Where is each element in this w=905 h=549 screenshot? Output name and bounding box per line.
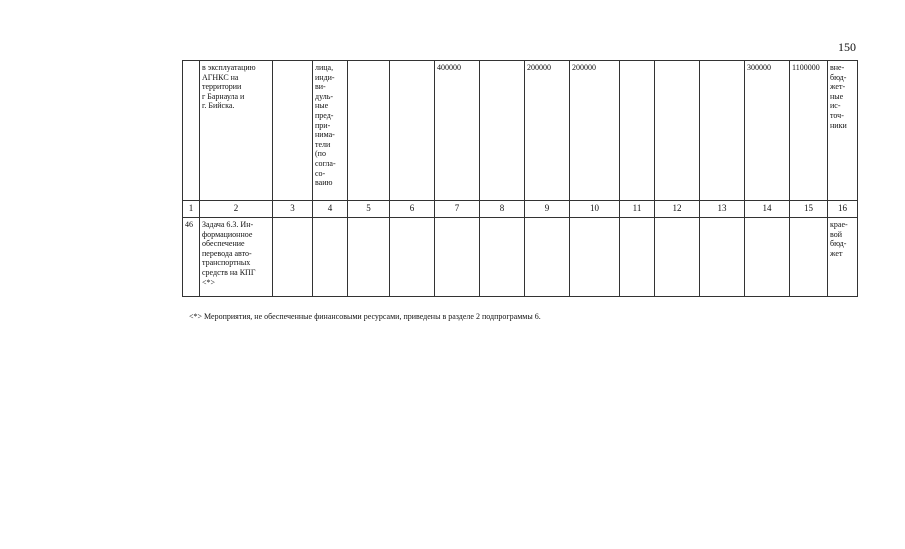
cell-7: 400000 — [435, 61, 480, 201]
cell-4 — [313, 218, 348, 297]
cell-6 — [390, 61, 435, 201]
cell-10 — [570, 218, 620, 297]
cell-9 — [525, 218, 570, 297]
cell-15 — [790, 218, 828, 297]
column-number: 5 — [348, 201, 390, 218]
cell-3 — [273, 218, 313, 297]
cell-7 — [435, 218, 480, 297]
cell-task-name: Задача 6.3. Ин- формационное обеспечение перевода авто- транспортных средств на КПГ <*> — [200, 218, 273, 297]
column-number: 10 — [570, 201, 620, 218]
page-number: 150 — [838, 40, 856, 54]
column-number: 14 — [745, 201, 790, 218]
column-number: 12 — [655, 201, 700, 218]
cell-executors: лица, инди- ви- дуль- ные пред- при- нима- тели (по согла- со- ваию — [313, 61, 348, 201]
cell-11 — [620, 61, 655, 201]
cell-12 — [655, 218, 700, 297]
column-number: 8 — [480, 201, 525, 218]
column-number: 9 — [525, 201, 570, 218]
column-number: 15 — [790, 201, 828, 218]
cell-13 — [700, 218, 745, 297]
cell-15: 1100000 — [790, 61, 828, 201]
table-row-task — [183, 218, 858, 297]
cell-6 — [390, 218, 435, 297]
column-number: 6 — [390, 201, 435, 218]
cell-measure-name: в эксплуатацию АГНКС на территории г Барнаула и г. Бийска. — [200, 61, 273, 201]
cell-9: 200000 — [525, 61, 570, 201]
column-number: 4 — [313, 201, 348, 218]
column-number: 13 — [700, 201, 745, 218]
column-number: 3 — [273, 201, 313, 218]
column-number: 7 — [435, 201, 480, 218]
cell-funding-source: вне- бюд- жет- ные ис- точ- ники — [828, 61, 858, 201]
column-number: 1 — [183, 201, 200, 218]
cell-1 — [183, 61, 200, 201]
cell-13 — [700, 61, 745, 201]
cell-3 — [273, 61, 313, 201]
cell-5 — [348, 61, 390, 201]
footnote: <*> Мероприятия, не обеспеченные финансовыми ресурсами, приведены в разделе 2 подпрограммы 6. — [189, 312, 541, 321]
table-row-column-numbers — [183, 201, 858, 218]
cell-10: 200000 — [570, 61, 620, 201]
cell-14: 300000 — [745, 61, 790, 201]
cell-8 — [480, 61, 525, 201]
column-number: 16 — [828, 201, 858, 218]
column-number: 11 — [620, 201, 655, 218]
cell-8 — [480, 218, 525, 297]
cell-row-number: 46 — [183, 218, 200, 297]
cell-5 — [348, 218, 390, 297]
cell-11 — [620, 218, 655, 297]
column-number: 2 — [200, 201, 273, 218]
cell-14 — [745, 218, 790, 297]
cell-funding-source: крае- вой бюд- жет — [828, 218, 858, 297]
budget-table — [182, 60, 858, 297]
table-row-continued — [183, 61, 858, 201]
cell-12 — [655, 61, 700, 201]
